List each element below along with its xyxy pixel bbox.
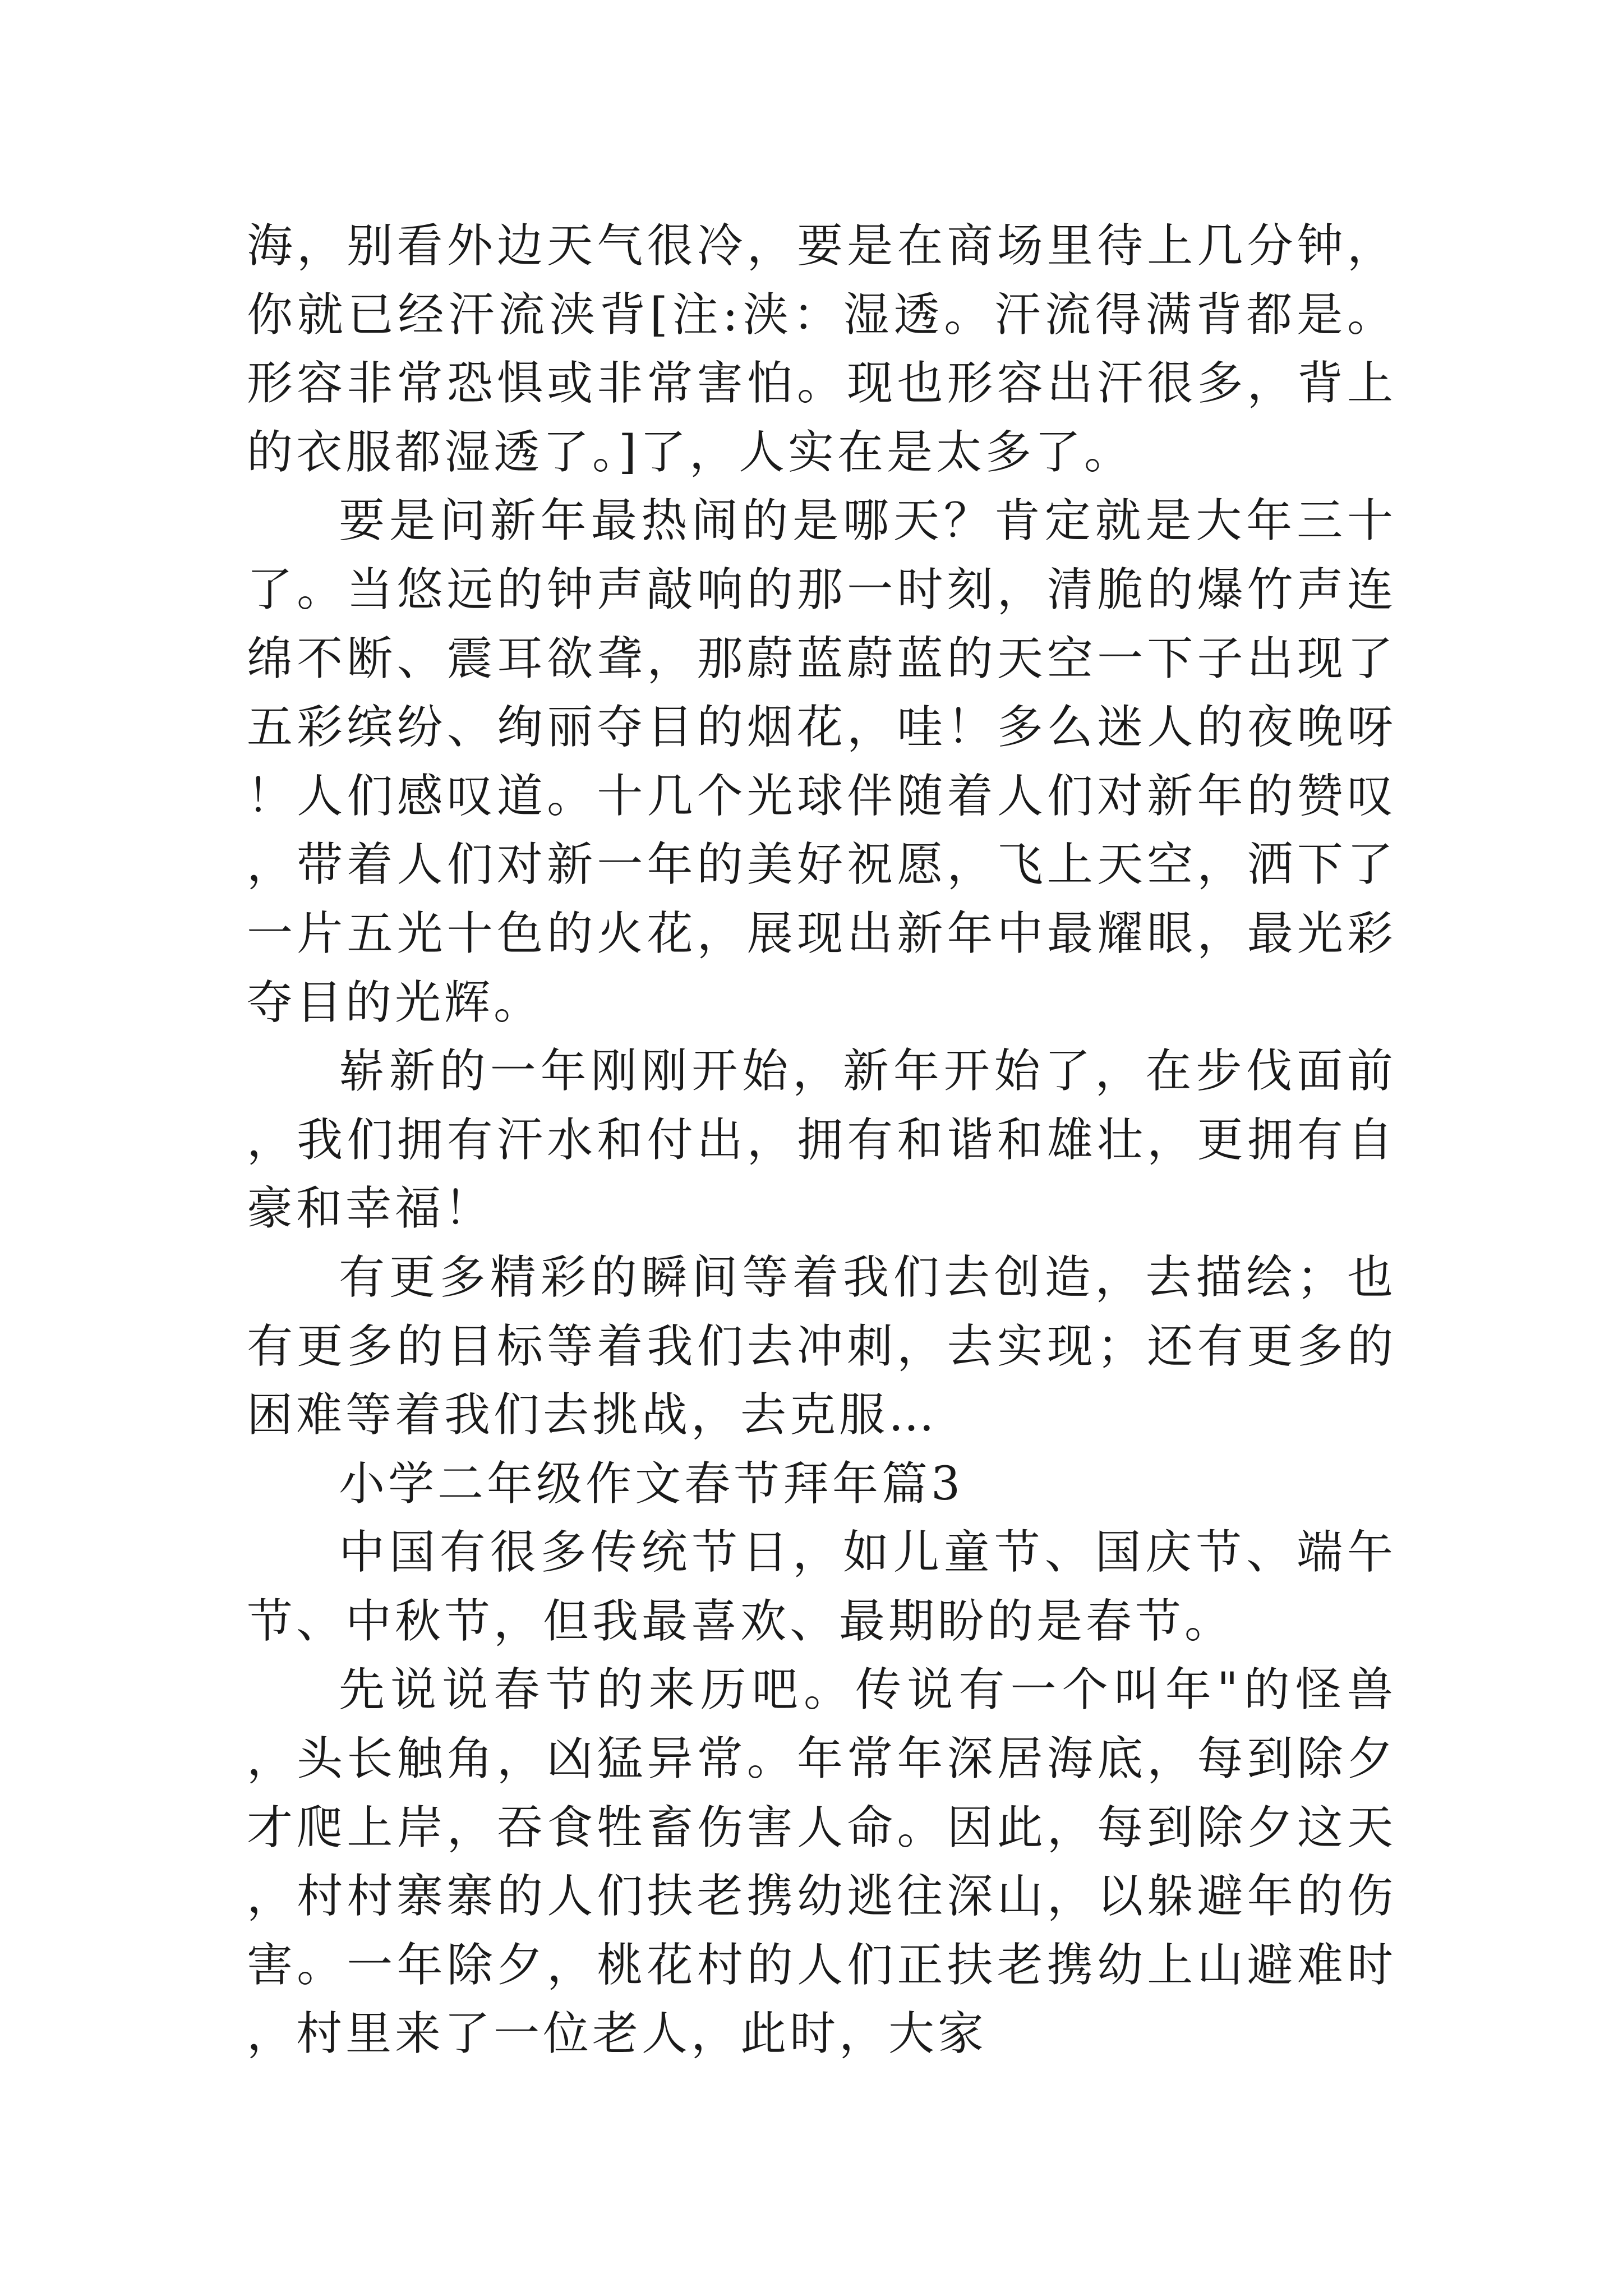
- paragraph-festivals: 中国有很多传统节日，如儿童节、国庆节、端午节、中秋节，但我最喜欢、最期盼的是春节。: [247, 1526, 1396, 1648]
- paragraph-continuation: 海，别看外边天气很冷，要是在商场里待上几分钟，你就已经汗流浃背[注:浃：湿透。汗流得满背都是。形容非常恐惧或非常害怕。现也形容出汗很多，背上的衣服都湿透了。]了，人实在是太多了。: [247, 219, 1396, 479]
- paragraph-spring-festival-origin: 先说说春节的来历吧。传说有一个叫年"的怪兽，头长触角，凶猛异常。年常年深居海底，每到除夕才爬上岸，吞食牲畜伤害人命。因此，每到除夕这天，村村寨寨的人们扶老携幼逃往深山，以躲避年的伤害。一年除夕，桃花村的人们正扶老携幼上山避难时，村里来了一位老人，此时，大家: [247, 1663, 1396, 2061]
- paragraph-new-year-eve: 要是问新年最热闹的是哪天？肯定就是大年三十了。当悠远的钟声敲响的那一时刻，清脆的爆竹声连绵不断、震耳欲聋，那蔚蓝蔚蓝的天空一下子出现了五彩缤纷、绚丽夺目的烟花，哇！多么迷人的夜晚呀！人们感叹道。十几个光球伴随着人们对新年的赞叹，带着人们对新一年的美好祝愿，飞上天空，洒下了一片五光十色的火花，展现出新年中最耀眼，最光彩夺目的光辉。: [247, 494, 1396, 1029]
- section-heading: 小学二年级作文春节拜年篇3: [339, 1457, 964, 1511]
- paragraph-future: 有更多精彩的瞬间等着我们去创造，去描绘；也有更多的目标等着我们去冲刺，去实现；还有更多的困难等着我们去挑战，去克服…: [247, 1250, 1396, 1442]
- document-body: [247, 212, 1396, 2069]
- paragraph-new-year-start: 崭新的一年刚刚开始，新年开始了，在步伐面前，我们拥有汗水和付出，拥有和谐和雄壮，更拥有自豪和幸福！: [247, 1045, 1396, 1236]
